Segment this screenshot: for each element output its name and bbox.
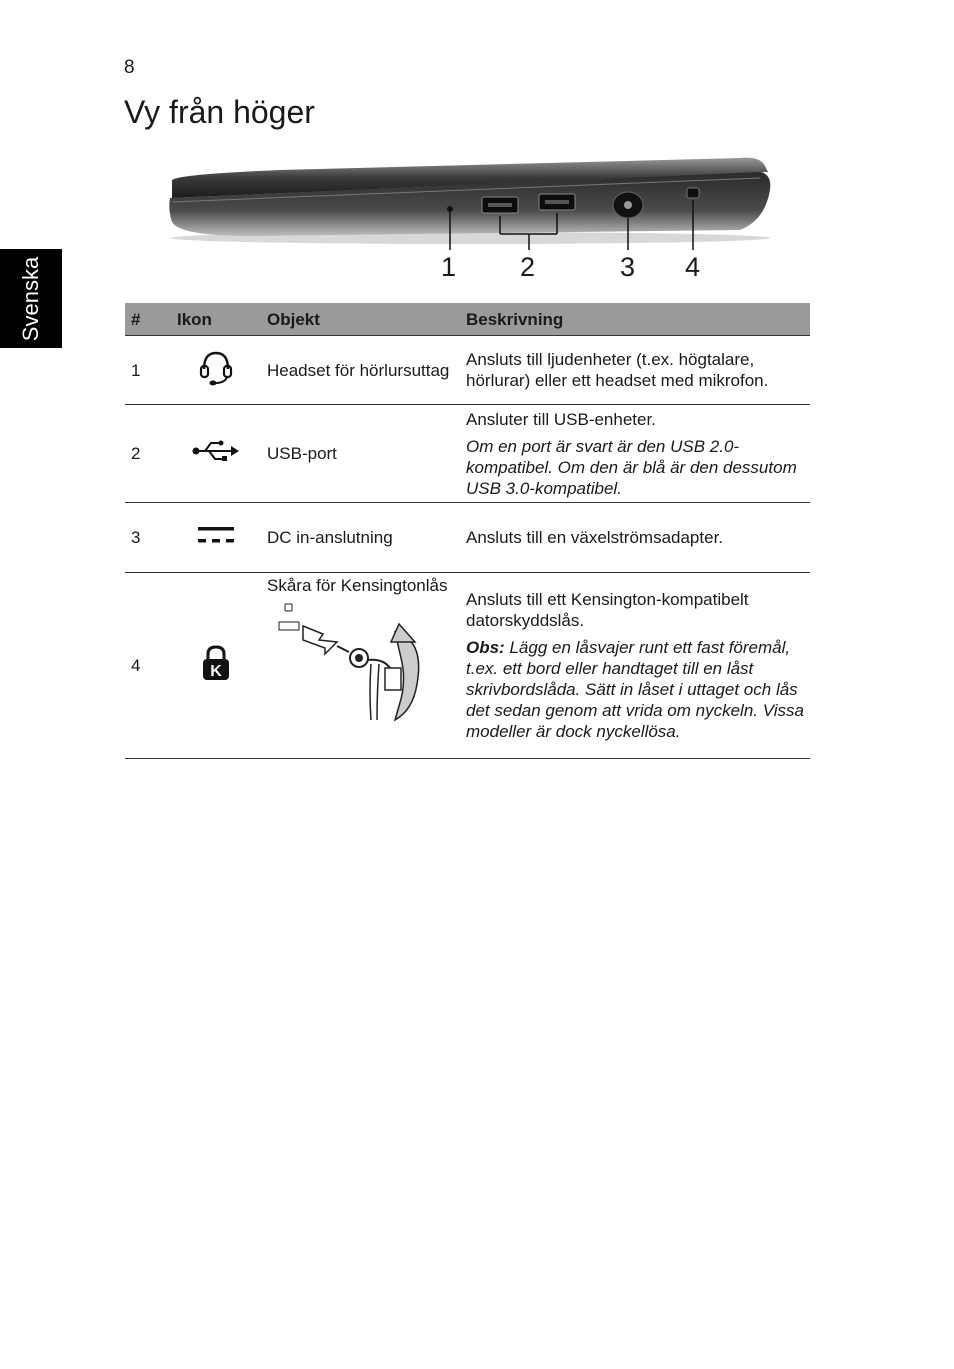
row-object: Headset för hörlursuttag <box>261 336 460 405</box>
row-description: Ansluts till ett Kensington-kompatibelt datorskyddslås. <box>466 590 749 630</box>
header-icon: Ikon <box>171 303 261 336</box>
row-description: Ansluts till ljudenheter (t.ex. högtalare, hörlurar) eller ett headset med mikrofon. <box>466 350 769 390</box>
table-row <box>125 405 810 503</box>
row-description: Ansluts till en växelströmsadapter. <box>466 528 724 547</box>
table-header-row <box>125 303 810 336</box>
row-object: DC in-anslutning <box>261 503 460 573</box>
row-number: 2 <box>125 405 171 503</box>
callout-1: 1 <box>441 252 457 282</box>
ports-table <box>125 303 810 759</box>
header-description: Beskrivning <box>460 303 810 336</box>
language-tab <box>0 249 62 348</box>
page-title: Vy från höger <box>124 94 315 130</box>
header-number: # <box>125 303 171 336</box>
note-text: Lägg en låsvajer runt ett fast föremål, t.ex. ett bord eller handtaget till en låst skrivbordslåda. Sätt in låset i uttaget och lås det sedan genom att vrida om nyckeln. Vissa modeller är dock nyckellösa. <box>466 638 804 741</box>
row-number: 3 <box>125 503 171 573</box>
note-label: Obs: <box>466 638 505 657</box>
table-row <box>125 573 810 759</box>
language-tab-label: Svenska <box>18 256 43 342</box>
dc-power-icon <box>197 524 235 546</box>
callout-4: 4 <box>685 252 701 282</box>
callout-3: 3 <box>620 252 636 282</box>
row-object: USB-port <box>261 405 460 503</box>
table-row <box>125 336 810 405</box>
header-object: Objekt <box>261 303 460 336</box>
row-note: Om en port är svart är den USB 2.0-kompatibel. Om den är blå är den dessutom USB 3.0-kompatibel. <box>466 436 797 498</box>
row-object: Skåra för Kensingtonlås <box>267 576 448 595</box>
table-row <box>125 503 810 573</box>
row-number: 4 <box>125 573 171 759</box>
row-number: 1 <box>125 336 171 405</box>
kensington-lock-icon <box>201 644 231 682</box>
usb-icon <box>191 440 241 462</box>
headset-icon <box>199 349 233 387</box>
callout-2: 2 <box>520 252 536 282</box>
lock-installation-illustration <box>267 602 437 724</box>
row-description: Ansluter till USB-enheter. <box>466 409 656 429</box>
page-number: 8 <box>124 57 135 78</box>
svg-text:K: K <box>210 663 222 680</box>
row-note <box>466 637 804 742</box>
